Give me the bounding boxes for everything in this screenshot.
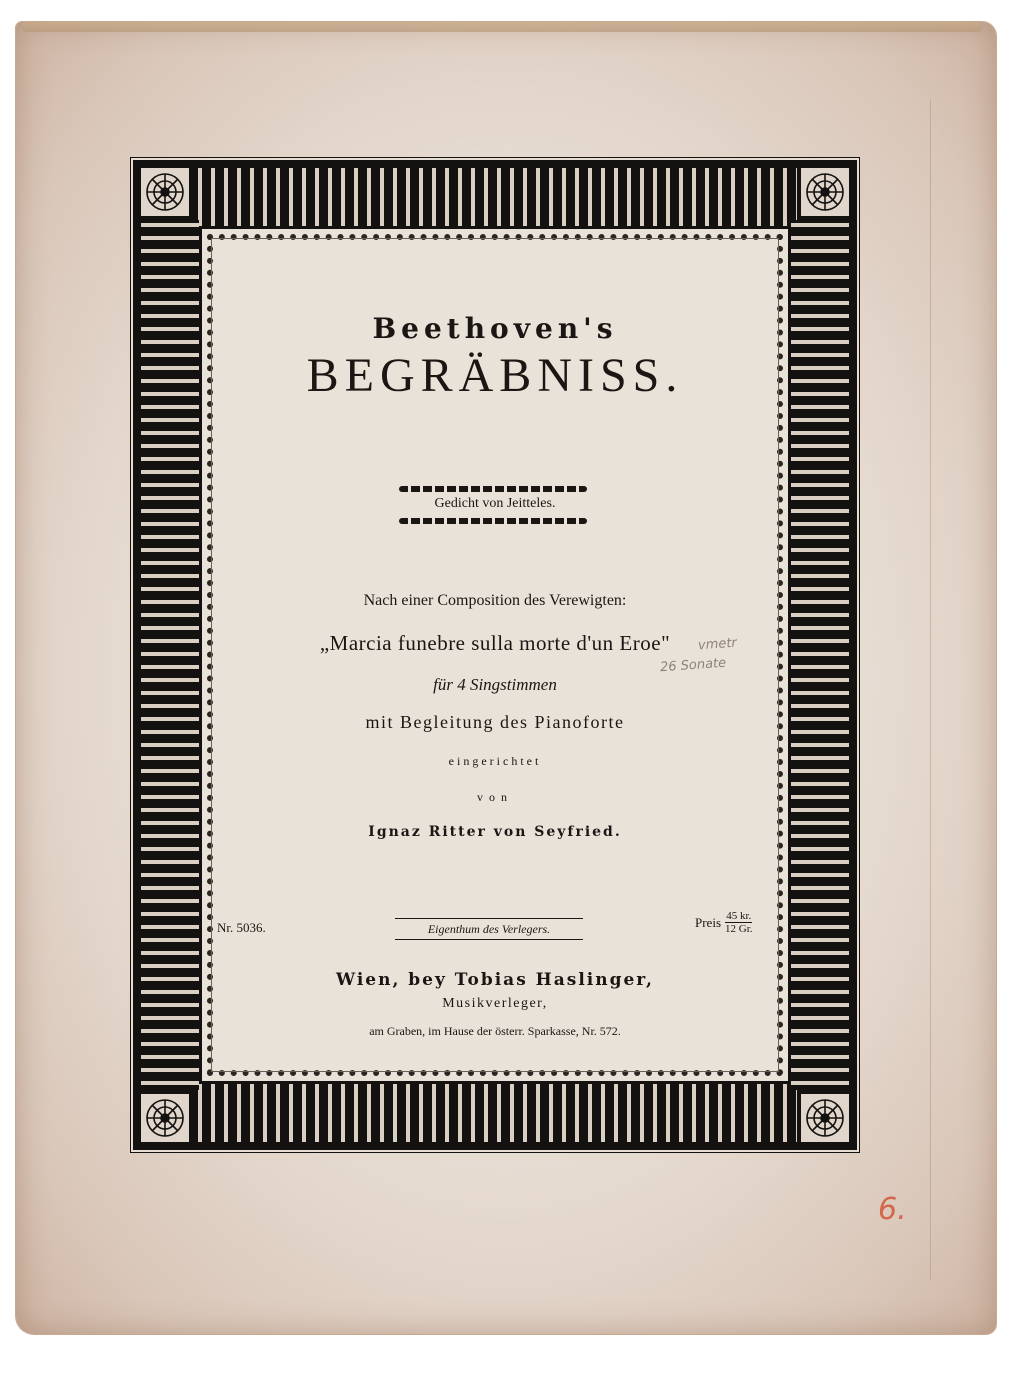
publisher-trade: Musikverleger, [442,996,548,1011]
plate-number: Nr. 5036. [217,920,266,935]
arranged-line: eingerichtet [448,754,542,768]
wavy-rule-top [399,486,587,492]
rosette-icon [799,1092,851,1144]
poem-credit: Gedicht von Jeitteles. [434,496,556,511]
price-label: Preis [695,914,721,930]
price-kr: 45 kr. [726,910,752,922]
paper-fold-line [930,100,991,1280]
border-band-left [141,220,199,1090]
title-possessive: Beethoven's [372,312,618,345]
publisher: Wien, bey Tobias Haslinger, [336,970,654,990]
march-title: „Marcia funebre sulla morte d'un Eroe" [319,631,671,655]
price [695,910,753,935]
property-notice: Eigenthum des Verlegers. [427,922,551,936]
border-band-top [193,168,797,226]
ornamental-border-frame [133,160,857,1150]
border-band-right [791,220,849,1090]
red-pencil-annotation: 6. [878,1192,907,1227]
page-title: BEGRÄBNISS. [306,349,684,402]
rosette-icon [139,1092,191,1144]
torn-top-edge [22,22,982,32]
border-band-bottom [193,1084,797,1142]
title-page-panel [201,228,789,1082]
pencil-annotation: 26 Sonate [659,655,727,676]
title-content [201,228,789,1082]
rosette-icon [139,166,191,218]
voices-line: für 4 Singstimmen [433,675,557,694]
property-rule-bottom [395,939,583,940]
price-fraction [725,910,753,935]
price-gr: 12 Gr. [725,923,753,935]
pencil-annotation: vmetr [697,635,738,654]
rosette-icon [799,166,851,218]
publisher-address: am Graben, im Hause der österr. Sparkasse, Nr. 572. [369,1024,621,1038]
arranger-name: Ignaz Ritter von Seyfried. [368,824,622,840]
wavy-rule-bottom [399,518,587,524]
by-line: von [477,790,513,804]
property-rule-top [395,918,583,919]
composition-note: Nach einer Composition des Verewigten: [363,592,627,609]
accompaniment-line: mit Begleitung des Pianoforte [365,712,625,732]
